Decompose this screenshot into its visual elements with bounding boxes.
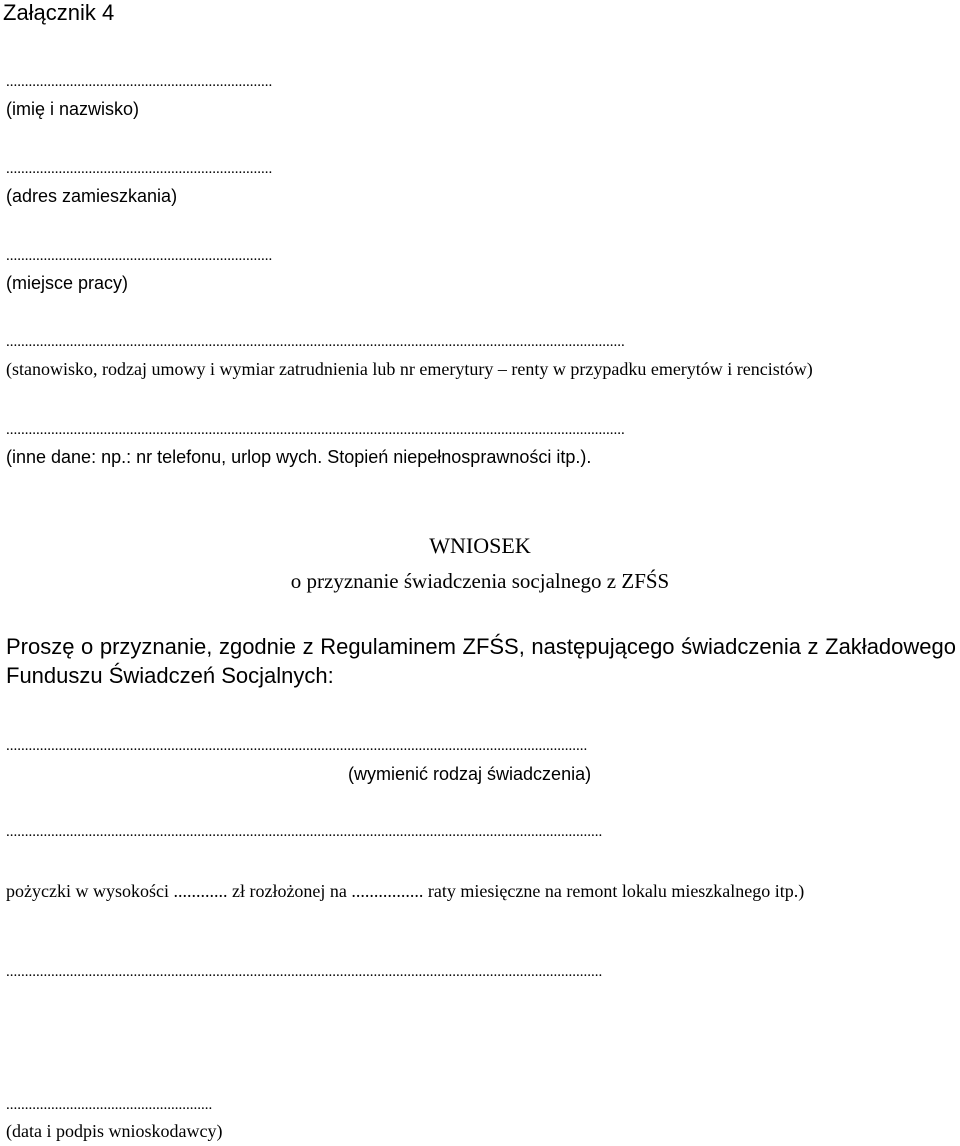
name-caption: (imię i nazwisko) bbox=[6, 99, 140, 119]
request-paragraph: Proszę o przyznanie, zgodnie z Regulaminem ZFŚS, następującego świadczenia z Zakładowego Funduszu Świadczeń Socjalnych: bbox=[6, 634, 956, 688]
benefit-dotted-line[interactable]: ........................................................................................................................................................... bbox=[6, 738, 588, 754]
form-title: WNIOSEK bbox=[429, 533, 531, 558]
address-caption: (adres zamieszkania) bbox=[6, 186, 178, 206]
other-data-dotted-line[interactable]: ..................................................................................................................................................................... bbox=[6, 422, 625, 438]
name-dotted-line[interactable]: ....................................................................... bbox=[6, 74, 273, 90]
loan-paragraph: pożyczki w wysokości ............ zł rozłożonej na ................ raty miesięczne na remont lokalu mieszkalnego itp.) bbox=[6, 881, 805, 901]
workplace-caption: (miejsce pracy) bbox=[6, 273, 129, 293]
other-data-caption: (inne dane: np.: nr telefonu, urlop wych. Stopień niepełnosprawności itp.). bbox=[6, 447, 592, 467]
loan-extra-dotted-line[interactable]: ............................................................................................................................................................... bbox=[6, 964, 603, 980]
address-dotted-line[interactable]: ....................................................................... bbox=[6, 161, 273, 177]
position-caption: (stanowisko, rodzaj umowy i wymiar zatrudnienia lub nr emerytury – renty w przypadku emerytów i rencistów) bbox=[6, 359, 813, 379]
form-subtitle: o przyznanie świadczenia socjalnego z ZFŚS bbox=[290, 569, 670, 593]
position-dotted-line[interactable]: ..................................................................................................................................................................... bbox=[6, 334, 625, 350]
workplace-dotted-line[interactable]: ....................................................................... bbox=[6, 248, 273, 264]
annex-label: Załącznik 4 bbox=[3, 0, 115, 25]
signature-dotted-line[interactable]: ....................................................... bbox=[6, 1097, 213, 1113]
extra-dotted-line[interactable]: ............................................................................................................................................................... bbox=[6, 824, 603, 840]
signature-caption: (data i podpis wnioskodawcy) bbox=[6, 1121, 223, 1141]
benefit-caption: (wymienić rodzaj świadczenia) bbox=[348, 764, 592, 784]
